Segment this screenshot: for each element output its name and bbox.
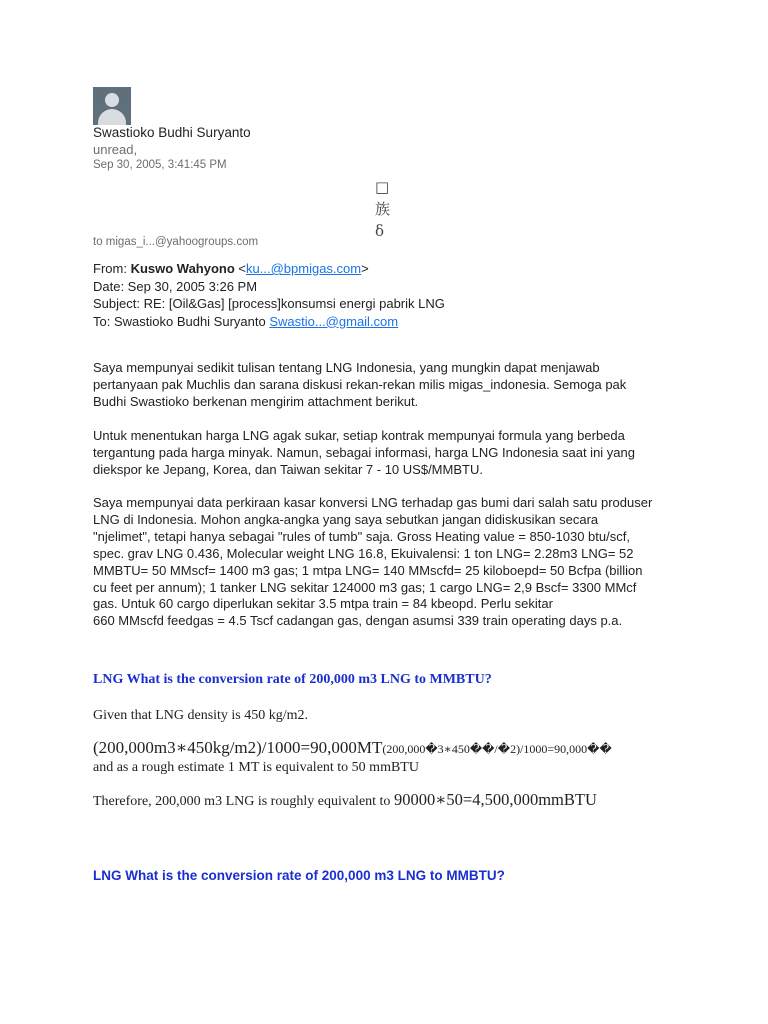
formula-garbled: (200,000�3∗450��/�2)/1000=90,000�� [382, 742, 612, 756]
formula-rendered: (200,000m3∗450kg/m2)/1000=90,000MT [93, 738, 383, 757]
text-line: LNG di Indonesia. Mohon angka-angka yang saya sebutkan jangan didiskusikan secara [93, 511, 599, 527]
message-timestamp: Sep 30, 2005, 3:41:45 PM [93, 159, 227, 171]
from-name: Kuswo Wahyono [130, 261, 235, 276]
date-line: Date: Sep 30, 2005 3:26 PM [93, 278, 258, 294]
text-line: tergantung pada harga minyak. Namun, sebagai informasi, harga LNG Indonesia saat ini yang [93, 444, 635, 460]
read-status: unread, [93, 142, 138, 157]
therefore-line [93, 790, 597, 810]
garbled-glyphs [375, 176, 397, 242]
formula-row [93, 738, 612, 758]
avatar-shoulders [98, 109, 126, 125]
to-line [93, 313, 693, 331]
recipients-line: to migas_i...@yahoogroups.com [93, 236, 259, 248]
density-given: Given that LNG density is 450 kg/m2. [93, 708, 309, 723]
from-label: From: [93, 261, 131, 276]
text-line: diekspor ke Jepang, Korea, dan Taiwan sekitar 7 - 10 US$/MMBTU. [93, 461, 483, 477]
subject-line: Subject: RE: [Oil&Gas] [process]konsumsi energi pabrik LNG [93, 296, 445, 311]
text-line: gas. Untuk 60 cargo diperlukan sekitar 3.5 mtpa train = 84 kbeopd. Perlu sekitar [93, 596, 553, 612]
avatar-head [105, 93, 119, 107]
from-close: > [361, 261, 369, 276]
text-line: spec. grav LNG 0.436, Molecular weight LNG 16.8, Ekuivalensi: 1 ton LNG= 2.28m3 LNG= 52 [93, 545, 634, 561]
therefore-prefix: Therefore, 200,000 m3 LNG is roughly equivalent to [93, 794, 394, 809]
glyph-symbol: ẟ [375, 222, 385, 240]
repeated-question-heading: LNG What is the conversion rate of 200,000 m3 LNG to MMBTU? [93, 868, 505, 883]
paragraph-intro [93, 360, 683, 411]
text-line: 660 MMscfd feedgas = 4.5 Tscf cadangan gas, dengan asumsi 339 train operating days p.a. [93, 613, 623, 629]
sender-name: Swastioko Budhi Suryanto [93, 125, 251, 140]
text-line: MMBTU= 50 MMscf= 1400 m3 gas; 1 mtpa LNG= 140 MMscfd= 25 kiloboepd= 50 Bcfpa (billion [93, 562, 643, 578]
to-email-link[interactable]: Swastio...@gmail.com [269, 313, 399, 329]
text-line: cu feet per annum); 1 tanker LNG sekitar 124000 m3 gas; 1 cargo LNG= 2,9 Bscf= 3300 MMcf [93, 579, 637, 595]
text-line: Budhi Swastioko berkenan mengirim attachment berikut. [93, 393, 419, 409]
text-line: Saya mempunyai data perkiraan kasar konversi LNG terhadap gas bumi dari salah satu produser [93, 495, 653, 510]
from-line [93, 260, 693, 278]
text-line: Untuk menentukan harga LNG agak sukar, setiap kontrak mempunyai formula yang berbeda [93, 428, 625, 443]
rough-estimate: and as a rough estimate 1 MT is equivalent to 50 mmBTU [93, 760, 419, 775]
glyph-cjk: 族 [375, 200, 391, 218]
from-email-link[interactable]: ku...@bpmigas.com [246, 261, 362, 276]
glyph-box: □ [375, 178, 390, 196]
from-open: < [234, 261, 247, 276]
text-line: Saya mempunyai sedikit tulisan tentang LNG Indonesia, yang mungkin dapat menjawab [93, 360, 600, 375]
paragraph-conversion-data [93, 495, 683, 630]
text-line: "njelimet", tetapi hanya sebagai "rules of tumb" saja. Gross Heating value = 850-1030 btu/scf, [93, 528, 630, 544]
text-line: pertanyaan pak Muchlis dan sarana diskusi rekan-rekan milis migas_indonesia. Semoga pak [93, 376, 627, 392]
quoted-header [93, 260, 693, 330]
to-label: To: Swastioko Budhi Suryanto [93, 313, 270, 329]
conversion-question-heading: LNG What is the conversion rate of 200,000 m3 LNG to MMBTU? [93, 672, 492, 687]
paragraph-pricing [93, 428, 683, 479]
therefore-result: 90000∗50=4,500,000mmBTU [393, 790, 597, 809]
person-avatar-icon [93, 87, 131, 125]
